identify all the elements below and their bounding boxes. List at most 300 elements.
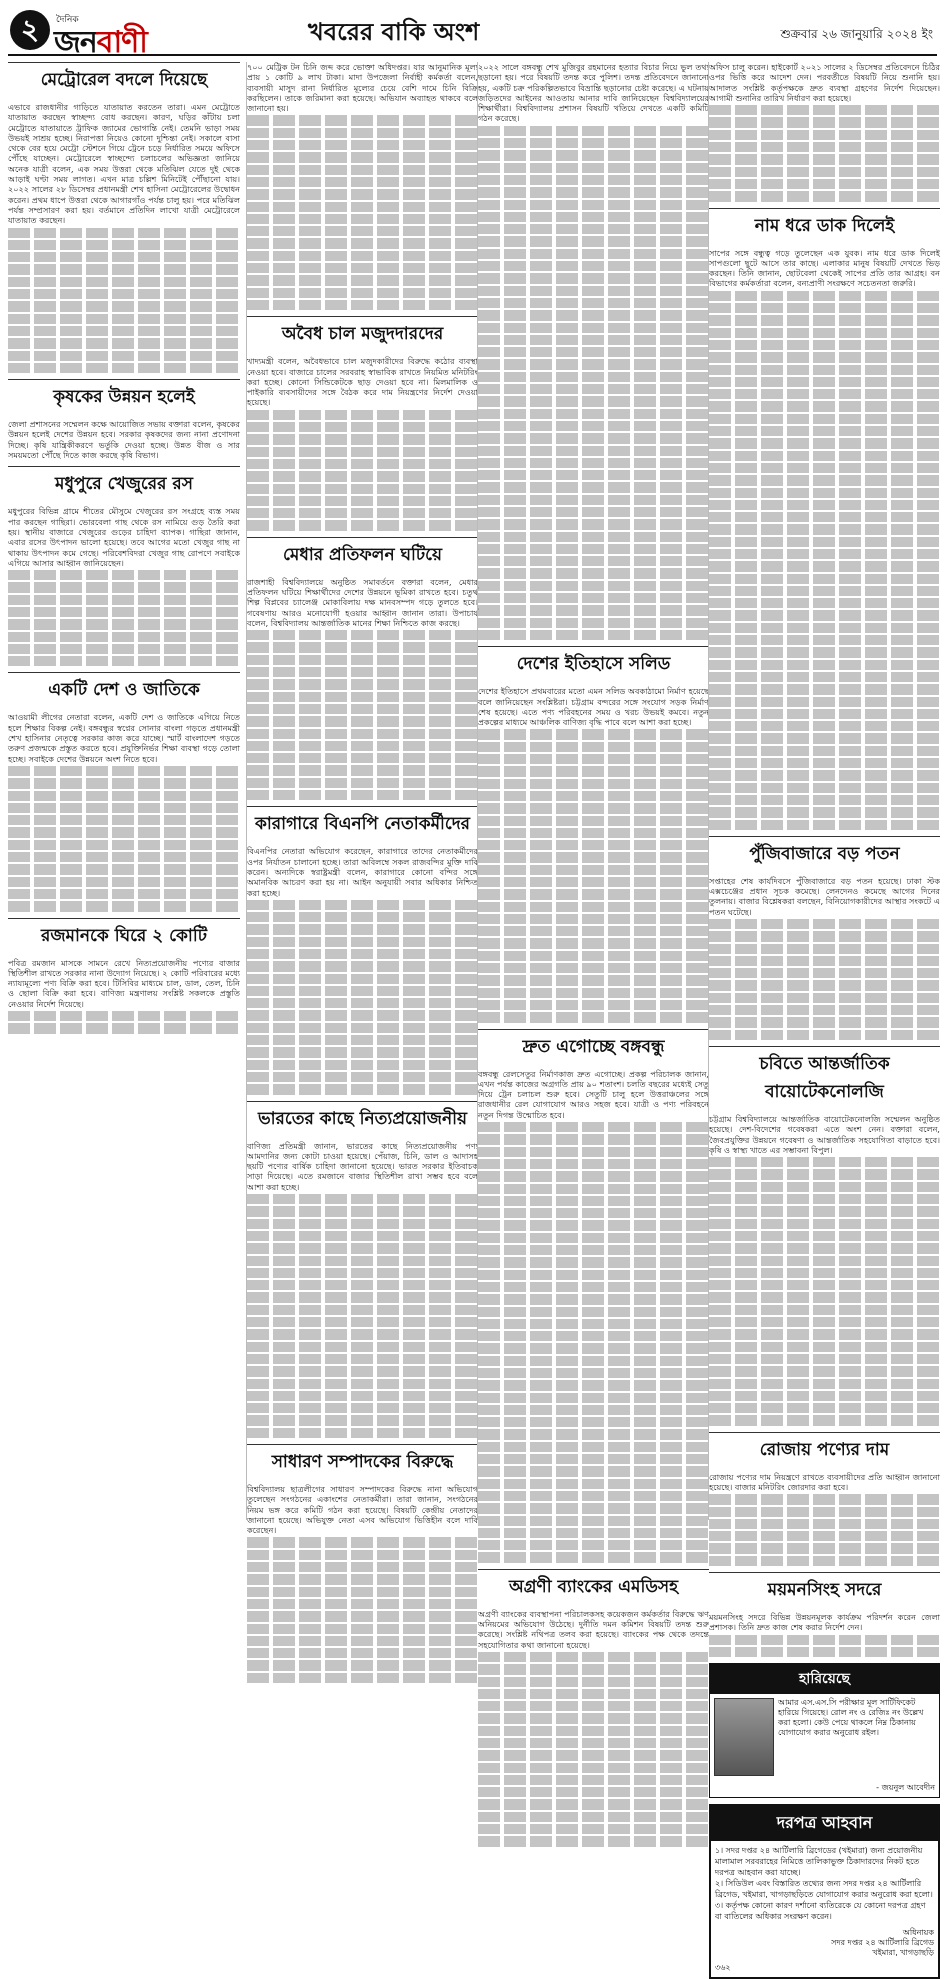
text-line-placeholder [8,338,240,348]
text-line-placeholder [247,238,478,248]
text-line-placeholder [478,1405,709,1415]
text-line-placeholder [709,1366,940,1376]
text-line-placeholder [8,778,240,788]
column-2 [246,62,478,1536]
text-line-placeholder [247,1231,478,1241]
text-line-placeholder [8,595,240,605]
story-body: আওয়ামী লীগের নেতারা বলেন, একটি দেশ ও জাতিকে এগিয়ে নিতে হলে শিক্ষার বিকল্প নেই। বঙ্গবন্ধুর স্বপ্নের সোনার বাংলা গড়তে প্রধানমন্ত্রী শেখ হাসিনার নেতৃত্বে সরকার কাজ করে যাচ্ছে। স্মার্ট বাংলাদেশ গড়তে তরুণ প্রজন্মকে প্রস্তুত করতে হবে। প্রযুক্তিনির্ভর শিক্ষা ব্যবস্থা গড়ে তোলা হচ্ছে। সবাইকে দেশের উন্নয়নে অংশ নিতে হবে। [8,712,240,764]
text-line-placeholder [478,938,709,948]
text-line-placeholder [8,314,240,324]
text-line-placeholder [247,1574,478,1584]
text-line-placeholder [709,154,940,164]
text-line-placeholder [247,1084,478,1094]
story [8,62,240,373]
text-line-placeholder [478,618,709,628]
story [247,62,478,310]
text-line-placeholder [478,273,709,283]
text-line-placeholder [478,1380,709,1390]
text-line-placeholder [478,1466,709,1476]
story [247,806,478,1094]
text-line-placeholder [709,475,940,485]
story [709,836,940,1040]
text-line-placeholder [709,1206,940,1216]
story [247,1101,478,1438]
text-line-placeholder [247,1587,478,1597]
text-line-placeholder [478,532,709,542]
text-line-placeholder [478,1294,709,1304]
text-line-placeholder [247,679,478,689]
text-line-placeholder [478,372,709,382]
story-headline: রোজায় পণ্যের দাম [709,1432,940,1469]
text-line-placeholder [709,956,940,966]
text-line-placeholder [709,1317,940,1327]
text-line-placeholder [247,484,478,494]
text-line-placeholder [709,931,940,941]
tender-item: ২। সিডিউল এবং বিস্তারিত তথ্যের জন্য সদর দপ্তর ২৪ আর্টিলারি ব্রিগেড, খইমারা, খাগড়াছড়িতে যোগাযোগ করার অনুরোধ করা হলো। [715,1879,933,1900]
text-line-placeholder [709,1268,940,1278]
text-line-placeholder [247,520,478,530]
text-line-placeholder [478,212,709,222]
text-line-placeholder [478,1393,709,1403]
text-line-placeholder [247,1329,478,1339]
text-line-placeholder [709,537,940,547]
story-body: সাপের সঙ্গে বন্ধুত্ব গড়ে তুলেছেন এক যুবক। নাম ধরে ডাক দিলেই সাপগুলো ছুটে আসে তার কাছে। এলাকার মানুষ বিষয়টি দেখতে ভিড় করছেন। তিনি জানান, ছোটবেলা থেকেই সাপের প্রতি তার আগ্রহ। বন বিভাগের কর্মকর্তারা বলেন, বন্যপ্রাণী সংরক্ষণে সচেতনতা জরুরি। [709,247,940,289]
text-line-placeholder [709,1403,940,1413]
text-line-placeholder [247,1611,478,1621]
text-line-placeholder [709,179,940,189]
story-body: খাদ্যমন্ত্রী বলেন, অবৈধভাবে চাল মজুদকারীদের বিরুদ্ধে কঠোর ব্যবস্থা নেওয়া হবে। বাজারে চালের সরবরাহ স্বাভাবিক রাখতে নিয়মিত মনিটরিং করা হচ্ছে। কোনো সিন্ডিকেটকে ছাড় দেওয়া হবে না। মিলমালিক ও পাইকারি ব্যবসায়ীদের সঙ্গে বৈঠক করে দাম নিয়ন্ত্রণের নির্দেশ দেওয়া হয়েছে। [247,356,478,408]
text-line-placeholder [247,140,478,150]
text-line-placeholder [478,163,709,173]
text-line-placeholder [478,138,709,148]
text-line-placeholder [709,1017,940,1027]
text-line-placeholder [478,396,709,406]
text-line-placeholder [8,656,240,666]
text-line-placeholder [709,1005,940,1015]
story [478,1569,709,1847]
story [8,379,240,460]
text-line-placeholder [709,167,940,177]
text-line-placeholder [709,968,940,978]
text-line-placeholder [478,286,709,296]
text-line-placeholder [478,951,709,961]
text-line-placeholder [247,642,478,652]
story-body: মধুপুরের বিভিন্ন গ্রামে শীতের মৌসুমে খেজুরের রস সংগ্রহে ব্যস্ত সময় পার করছেন গাছিরা। ভোরবেলা গাছ থেকে রস নামিয়ে গুড় তৈরি করা হয়। স্থানীয় বাজারে খেজুরের গুড়ের চাহিদা ব্যাপক। গাছিরা জানান, এবার রসের উৎপাদন ভালো হয়েছে। তবে আগের মতো খেজুর গাছ না থাকায় উৎপাদন কমে গেছে। পরিবেশবিদরা খেজুর গাছ রোপণে সবাইকে এগিয়ে আসার আহ্বান জানিয়েছেন। [8,506,240,568]
text-line-placeholder [478,1245,709,1255]
text-line-placeholder [709,1280,940,1290]
text-line-placeholder [478,1134,709,1144]
text-line-placeholder [8,301,240,311]
text-line-placeholder [247,1537,478,1547]
text-line-placeholder [709,1292,940,1302]
text-line-placeholder [8,852,240,862]
story-body: বিশ্ববিদ্যালয় ছাত্রলীগের সাধারণ সম্পাদকের বিরুদ্ধে নানা অভিযোগ তুলেছেন সংগঠনের একাংশের নেতাকর্মীরা। তারা জানান, সংগঠনের নিয়ম ভঙ্গ করে কমিটি গঠন করা হয়েছে। বিষয়টি কেন্দ্রীয় নেতাদের জানানো হয়েছে। অভিযুক্ত নেতা এসব অভিযোগ ভিত্তিহীন বলে দাবি করেছেন। [247,1483,478,1536]
text-line-placeholder [247,1391,478,1401]
text-line-placeholder [478,593,709,603]
text-line-placeholder [478,914,709,924]
text-line-placeholder [478,1713,709,1723]
text-line-placeholder [247,1317,478,1327]
text-line-placeholder [478,1787,709,1797]
text-line-placeholder [478,1677,709,1687]
text-line-placeholder [247,447,478,457]
text-line-placeholder [709,1030,940,1040]
text-line-placeholder [709,709,940,719]
text-line-placeholder [478,458,709,468]
text-line-placeholder [247,263,478,273]
story-body: পবিত্র রমজান মাসকে সামনে রেখে নিত্যপ্রয়োজনীয় পণ্যের বাজার স্থিতিশীল রাখতে সরকার নানা উদ্যোগ নিয়েছে। ২ কোটি পরিবারের মধ্যে ন্যায্যমূল্যে পণ্য বিক্রি করা হবে। টিসিবির মাধ্যমে চাল, ডাল, তেল, চিনি ও ছোলা বিক্রি করা হবে। বাণিজ্য মন্ত্রণালয় সংশ্লিষ্ট সকলকে প্রস্তুতি নেওয়ার নির্দেশ দিয়েছে। [8,957,240,1009]
text-line-placeholder [478,359,709,369]
tender-title: দরপত্র আহবান [711,1806,938,1841]
text-line-placeholder [478,1799,709,1809]
text-line-placeholder [247,1428,478,1438]
text-line-placeholder [247,1562,478,1572]
text-line-placeholder [478,507,709,517]
text-line-placeholder [478,224,709,234]
page-number: ২ [10,10,50,50]
text-line-placeholder [709,586,940,596]
text-line-placeholder [709,524,940,534]
text-line-placeholder [247,128,478,138]
text-line-placeholder [8,901,240,911]
text-line-placeholder [709,488,940,498]
masthead [8,8,937,60]
text-line-placeholder [709,697,940,707]
text-line-placeholder [478,298,709,308]
text-line-placeholder [247,1268,478,1278]
text-line-placeholder [247,410,478,420]
text-line-placeholder [478,816,709,826]
text-line-placeholder [247,1010,478,1020]
text-line-placeholder [709,451,940,461]
text-line-placeholder [247,1660,478,1670]
text-line-placeholder [478,852,709,862]
text-line-placeholder [709,117,940,127]
text-line-placeholder [247,692,478,702]
text-line-placeholder [8,827,240,837]
tender-item: ৩। কর্তৃপক্ষ কোনো কারণ দর্শানো ব্যতিরেকে যে কোনো দরপত্র গ্রহণ বা বাতিলের অধিকার সংরক্ষণ করেন। [715,1901,926,1922]
issue-date: শুক্রবার ২৬ জানুয়ারি ২০২৪ ইং [780,27,933,41]
text-line-placeholder [478,310,709,320]
text-line-placeholder [709,291,940,301]
text-line-placeholder [478,1343,709,1353]
text-line-placeholder [709,746,940,756]
text-line-placeholder [8,632,240,642]
text-line-placeholder [247,1060,478,1070]
text-line-placeholder [709,1494,940,1504]
text-line-placeholder [8,1023,240,1033]
text-line-placeholder [247,508,478,518]
text-line-placeholder [478,1147,709,1157]
tender-items [711,1841,938,1926]
text-line-placeholder [478,1368,709,1378]
text-line-placeholder [8,570,240,580]
text-line-placeholder [478,803,709,813]
text-line-placeholder [709,1519,940,1529]
text-line-placeholder [478,1689,709,1699]
text-line-placeholder [247,1673,478,1683]
story-headline: ময়মনসিংহ সদরে [709,1572,940,1609]
story-body: সপ্তাহের শেষ কার্যদিবসে পুঁজিবাজারে বড় পতন হয়েছে। ঢাকা স্টক এক্সচেঞ্জের প্রধান সূচক কমেছে। লেনদেনও কমেছে আগের দিনের তুলনায়। বাজার বিশ্লেষকরা বলছেন, বিনিয়োগকারীদের আস্থার সংকটে এ পতন ঘটেছে। [709,875,940,917]
text-line-placeholder [8,840,240,850]
text-line-placeholder [8,864,240,874]
text-line-placeholder [709,944,940,954]
story-body: দেশের ইতিহাসে প্রথমবারের মতো এমন সলিড অবকাঠামো নির্মাণ হয়েছে বলে জানিয়েছেন সংশ্লিষ্টরা। চট্টগ্রাম বন্দরের সঙ্গে সংযোগ সড়ক নির্মাণ শেষ হয়েছে। এতে পণ্য পরিবহনের সময় ও খরচ উভয়ই কমবে। নতুন প্রকল্পের মাধ্যমে আঞ্চলিক বাণিজ্য বৃদ্ধি পাবে বলে আশা করা হচ্ছে। [478,686,709,728]
text-line-placeholder [709,684,940,694]
text-line-placeholder [478,446,709,456]
text-line-placeholder [709,1256,940,1266]
text-line-placeholder [247,1292,478,1302]
text-line-placeholder [247,1280,478,1290]
text-line-placeholder [709,647,940,657]
story-body: ময়মনসিংহ সদরে বিভিন্ন উন্নয়নমূলক কার্যক্রম পরিদর্শন করেন জেলা প্রশাসক। তিনি দ্রুত কাজ শেষ করার নির্দেশ দেন। [709,1612,940,1633]
text-line-placeholder [247,152,478,162]
text-line-placeholder [709,1182,940,1192]
story [8,466,240,666]
text-line-placeholder [247,741,478,751]
text-line-placeholder [247,422,478,432]
text-line-placeholder [247,1366,478,1376]
text-line-placeholder [709,1415,940,1425]
text-line-placeholder [478,1220,709,1230]
text-line-placeholder [247,1072,478,1082]
text-line-placeholder [478,200,709,210]
text-line-placeholder [709,1194,940,1204]
text-line-placeholder [247,251,478,261]
text-line-placeholder [709,623,940,633]
text-line-placeholder [478,1726,709,1736]
lost-notice [709,1663,940,1798]
text-line-placeholder [478,828,709,838]
text-line-placeholder [709,807,940,817]
text-line-placeholder [709,401,940,411]
text-line-placeholder [478,421,709,431]
story-body: অগ্রণী ব্যাংকের ব্যবস্থাপনা পরিচালকসহ কয়েকজন কর্মকর্তার বিরুদ্ধে ঋণ অনিয়মের অভিযোগ উঠেছে। দুর্নীতি দমন কমিশন বিষয়টি তদন্ত শুরু করেছে। সংশ্লিষ্ট নথিপত্র তলব করা হয়েছে। ব্যাংকের পক্ষ থেকে তদন্তে সহযোগিতার কথা জানানো হয়েছে। [478,1608,709,1650]
story [247,1444,478,1683]
text-line-placeholder [247,1023,478,1033]
text-line-placeholder [709,1647,940,1657]
text-line-placeholder [709,500,940,510]
column-4 [708,62,940,1973]
text-line-placeholder [709,414,940,424]
text-line-placeholder [247,998,478,1008]
text-line-placeholder [709,610,940,620]
text-line-placeholder [247,1035,478,1045]
tender-signature: অধিনায়ক সদর দপ্তর ২৪ আর্টিলারি ব্রিগেড খইমারা, খাগড়াছড়ি [831,1928,934,1958]
text-line-placeholder [478,470,709,480]
text-line-placeholder [247,924,478,934]
text-line-placeholder [478,581,709,591]
text-line-placeholder [709,795,940,805]
text-line-placeholder [247,115,478,125]
story-body: ২০২২ সালে বঙ্গবন্ধু শেখ মুজিবুর রহমানের হত্যার বিচার নিয়ে ভুল তথ্য ছড়ানো হয়। পরে বিষয়টি তদন্ত করে পুলিশ। তদন্ত প্রতিবেদনে জানানো হয়, একটি চক্র পরিকল্পিতভাবে বিভ্রান্তি ছড়ানোর চেষ্টা করেছে। এ ঘটনায় জড়িতদের আইনের আওতায় আনার দাবি জানিয়েছেন বিশ্ববিদ্যালয়ের শিক্ষার্থীরা। বিশ্ববিদ্যালয় প্রশাসন বিষয়টি খতিয়ে দেখতে একটি কমিটি গঠন করেছে। [478,62,709,124]
text-line-placeholder [247,165,478,175]
text-line-placeholder [8,264,240,274]
story-headline: দ্রুত এগোচ্ছে বঙ্গবন্ধু [478,1029,709,1066]
text-line-placeholder [8,228,240,238]
story-headline: নাম ধরে ডাক দিলেই [709,208,940,245]
text-line-placeholder [709,635,940,645]
text-line-placeholder [709,365,940,375]
text-line-placeholder [478,1479,709,1489]
text-line-placeholder [709,1169,940,1179]
story [8,672,240,911]
text-line-placeholder [478,1701,709,1711]
text-line-placeholder [478,902,709,912]
text-line-placeholder [478,409,709,419]
story-body: বাণিজ্য প্রতিমন্ত্রী জানান, ভারতের কাছে নিত্যপ্রয়োজনীয় পণ্য আমদানির জন্য কোটা চাওয়া হয়েছে। পেঁয়াজ, চিনি, ডাল ও আদাসহ ছয়টি পণ্যের বার্ষিক চাহিদা জানানো হয়েছে। ভারত সরকার ইতিবাচক সাড়া দিয়েছে। এতে রমজানে বাজার স্থিতিশীল রাখা সম্ভব হবে বলে আশা করা হচ্ছে। [247,1140,478,1192]
text-line-placeholder [247,1599,478,1609]
text-line-placeholder [478,779,709,789]
text-line-placeholder [709,721,940,731]
text-line-placeholder [478,347,709,357]
text-line-placeholder [247,1256,478,1266]
text-line-placeholder [247,202,478,212]
text-line-placeholder [709,1219,940,1229]
text-line-placeholder [709,105,940,115]
text-line-placeholder [8,351,240,361]
text-line-placeholder [709,574,940,584]
text-line-placeholder [247,189,478,199]
text-line-placeholder [478,1454,709,1464]
text-line-placeholder [247,729,478,739]
text-line-placeholder [709,142,940,152]
text-line-placeholder [709,1543,940,1553]
text-line-placeholder [247,1636,478,1646]
text-line-placeholder [247,961,478,971]
text-line-placeholder [247,226,478,236]
story-body: বঙ্গবন্ধু রেলসেতুর নির্মাণকাজ দ্রুত এগোচ্ছে। প্রকল্প পরিচালক জানান, এখন পর্যন্ত কাজের অগ্রগতি প্রায় ৯০ শতাংশ। চলতি বছরের মধ্যেই সেতু দিয়ে ট্রেন চলাচল শুরু হবে। সেতুটি চালু হলে উত্তরাঞ্চলের সঙ্গে রাজধানীর রেল যোগাযোগ আরও সহজ হবে। যাত্রী ও পণ্য পরিবহনে নতুন দিগন্ত উন্মোচিত হবে। [478,1068,709,1120]
text-line-placeholder [478,1763,709,1773]
text-line-placeholder [709,377,940,387]
text-line-placeholder [709,130,940,140]
text-line-placeholder [247,790,478,800]
story-headline: চবিতে আন্তর্জাতিক বায়োটেকনোলজি [709,1046,940,1111]
story [709,1432,940,1566]
text-line-placeholder [247,1379,478,1389]
text-line-placeholder [709,993,940,1003]
story-body: রোজায় পণ্যের দাম নিয়ন্ত্রণে রাখতে ব্যবসায়ীদের প্রতি আহ্বান জানানো হয়েছে। বাজার মনিটরিং জোরদার করা হবে। [709,1471,940,1492]
story-headline: কৃষকের উন্নয়ন হলেই [8,379,240,416]
logo-part-a: জন [54,25,97,60]
text-line-placeholder [247,655,478,665]
story [709,208,940,830]
story [8,918,240,1034]
text-line-placeholder [478,1540,709,1550]
story-headline: অগ্রণী ব্যাংকের এমডিসহ [478,1569,709,1606]
text-line-placeholder [478,729,709,739]
text-line-placeholder [709,463,940,473]
text-line-placeholder [478,150,709,160]
text-line-placeholder [709,389,940,399]
story [709,1572,940,1657]
story-body: অফিস চালু করেন। হাইকোর্ট ২০২১ সালের ২ ডিসেম্বর প্রতিবেদনে চিঠির ওপর ভিত্তি করে আদেশ দেন। পরবর্তীতে বিষয়টি নিয়ে শুনানি হয়। আদালত সংশ্লিষ্ট কর্তৃপক্ষকে দ্রুত ব্যবস্থা গ্রহণের নির্দেশ দিয়েছেন। আগামী শুনানির তারিখ নির্ধারণ করা হয়েছে। [709,62,940,103]
text-line-placeholder [478,840,709,850]
text-line-placeholder [478,1824,709,1834]
text-line-placeholder [709,1329,940,1339]
logo-part-b: বাণী [96,25,147,60]
story [478,1029,709,1563]
text-line-placeholder [478,1664,709,1674]
text-line-placeholder [247,1206,478,1216]
story [247,537,478,801]
text-line-placeholder [247,630,478,640]
text-line-placeholder [478,1171,709,1181]
text-line-placeholder [247,300,478,310]
story-body: বিএনপির নেতারা অভিযোগ করেছেন, কারাগারে তাদের নেতাকর্মীদের ওপর নির্যাতন চালানো হচ্ছে। তারা অবিলম্বে সকল রাজবন্দির মুক্তি দাবি করেন। অন্যদিকে স্বরাষ্ট্রমন্ত্রী বলেন, কারাগারে কোনো বন্দির সঙ্গে অমানবিক আচরণ করা হয় না। আইন অনুযায়ী সবার অধিকার নিশ্চিত করা হচ্ছে। [247,846,478,898]
text-line-placeholder [247,716,478,726]
text-line-placeholder [709,328,940,338]
text-line-placeholder [478,605,709,615]
text-line-placeholder [478,791,709,801]
text-line-placeholder [247,1403,478,1413]
logo-small-text: দৈনিক [56,15,79,25]
text-line-placeholder [709,426,940,436]
text-line-placeholder [8,619,240,629]
text-line-placeholder [709,598,940,608]
story [478,646,709,1022]
text-line-placeholder [247,275,478,285]
lost-notice-title: হারিয়েছে [710,1664,939,1694]
text-line-placeholder [478,1282,709,1292]
story-headline: অবৈধ চাল মজুদদারদের [247,316,478,353]
text-line-placeholder [247,288,478,298]
text-line-placeholder [247,667,478,677]
text-line-placeholder [478,1652,709,1662]
text-line-placeholder [8,240,240,250]
text-line-placeholder [709,1157,940,1167]
text-line-placeholder [709,820,940,830]
text-line-placeholder [478,126,709,136]
text-line-placeholder [478,1491,709,1501]
text-line-placeholder [478,1233,709,1243]
story [709,1046,940,1426]
text-line-placeholder [247,434,478,444]
text-line-placeholder [709,672,940,682]
text-line-placeholder [478,1442,709,1452]
text-line-placeholder [478,495,709,505]
text-line-placeholder [8,877,240,887]
text-line-placeholder [247,778,478,788]
text-line-placeholder [8,791,240,801]
lost-notice-text: আমার এস.এস.সি পরীক্ষার মূল সার্টিফিকেট হারিয়ে গিয়েছে। রোল নং ও রেজিঃ নং উল্লেখ করা হলো। কেউ পেয়ে থাকলে নিম্ন ঠিকানায় যোগাযোগ করার অনুরোধ রইল। [778,1698,924,1738]
text-line-placeholder [478,1159,709,1169]
text-line-placeholder [478,926,709,936]
text-line-placeholder [478,963,709,973]
text-line-placeholder [247,1550,478,1560]
text-line-placeholder [709,1556,940,1566]
story [709,62,940,202]
text-line-placeholder [478,1528,709,1538]
text-line-placeholder [478,323,709,333]
text-line-placeholder [478,742,709,752]
story-body: চট্টগ্রাম বিশ্ববিদ্যালয়ে আন্তর্জাতিক বায়োটেকনোলজি সম্মেলন অনুষ্ঠিত হয়েছে। দেশ-বিদেশের গবেষকরা এতে অংশ নেন। বক্তারা বলেন, জৈবপ্রযুক্তির উন্নয়নে গবেষণা ও আন্তর্জাতিক সহযোগিতা বাড়াতে হবে। কৃষি ও স্বাস্থ্য খাতে এর সম্ভাবনা বিপুল। [709,1113,940,1155]
column-1 [8,62,240,1520]
text-line-placeholder [478,187,709,197]
text-line-placeholder [8,607,240,617]
column-4-stories [709,62,940,1657]
text-line-placeholder [478,1775,709,1785]
text-line-placeholder [709,660,940,670]
text-line-placeholder [478,630,709,640]
text-line-placeholder [247,496,478,506]
text-line-placeholder [709,438,940,448]
text-line-placeholder [478,236,709,246]
text-line-placeholder [8,363,240,373]
story-headline: রজমানকে ঘিরে ২ কোটি [8,918,240,955]
text-line-placeholder [8,289,240,299]
story-headline: ভারতের কাছে নিত্যপ্রয়োজনীয় [247,1101,478,1138]
